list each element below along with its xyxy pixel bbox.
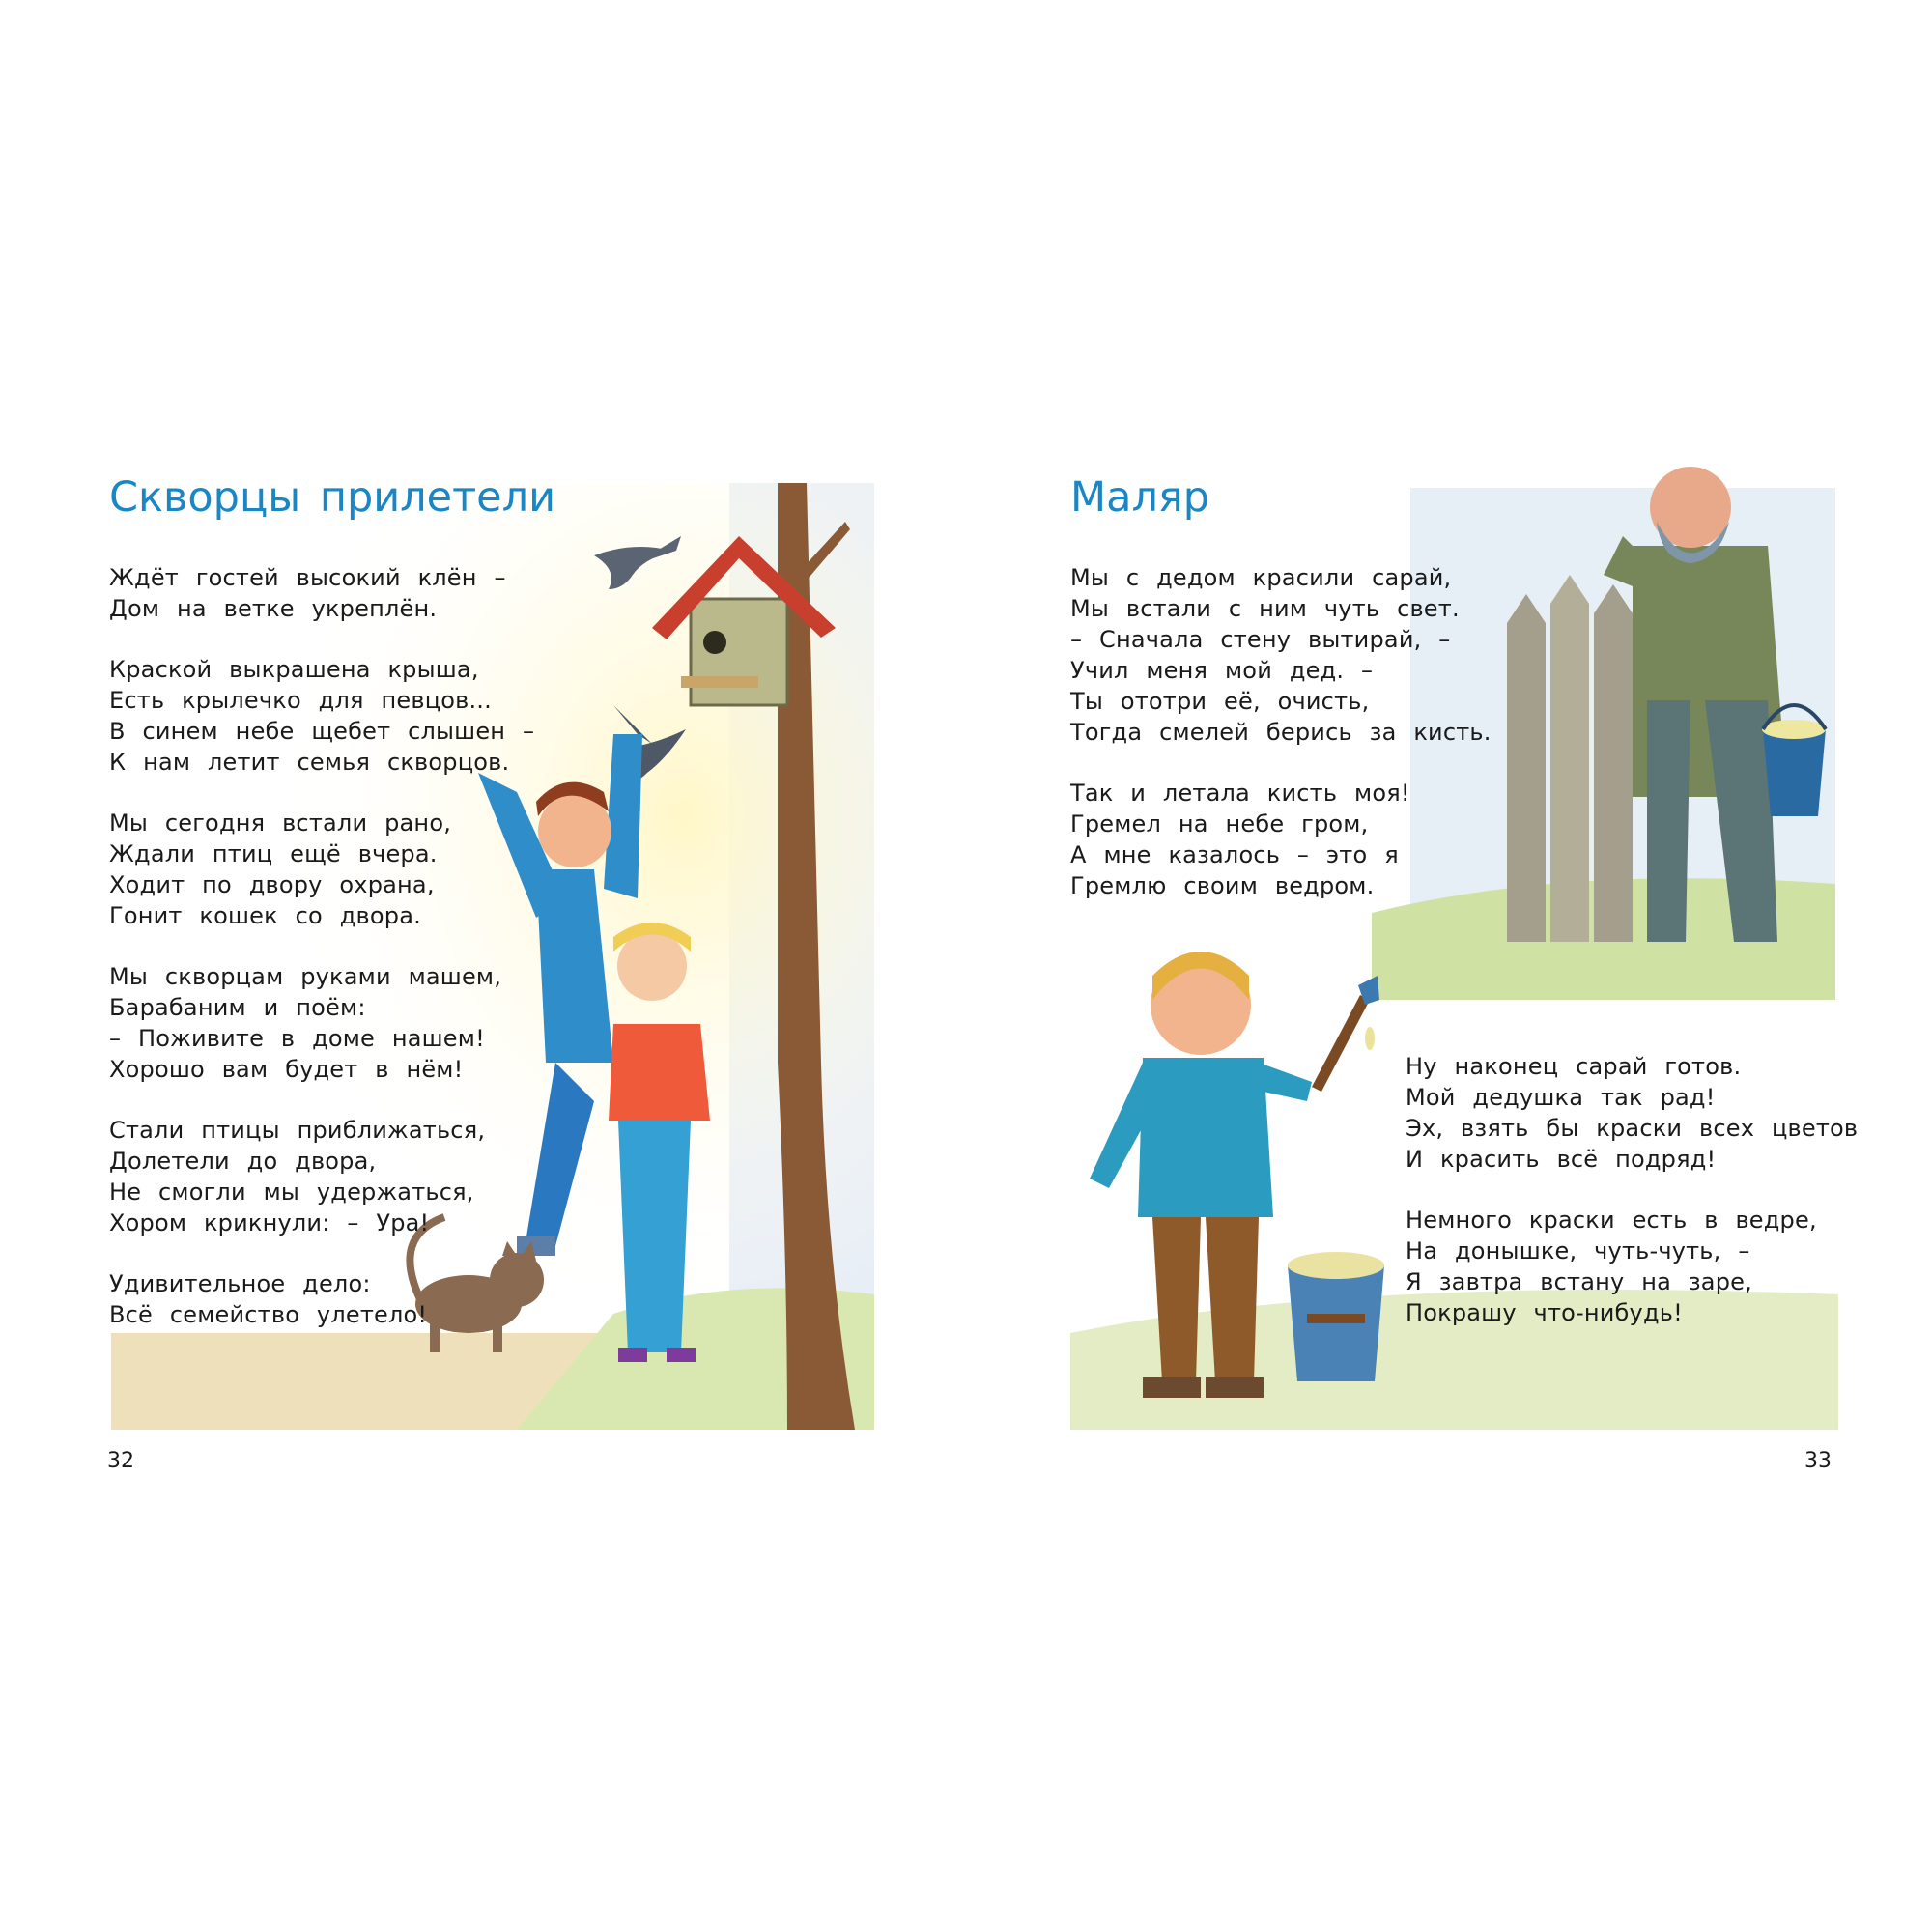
stanza (1070, 562, 1492, 748)
paintbrush-icon (1312, 976, 1379, 1092)
stanza (109, 562, 534, 624)
poem-line: Хорошо вам будет в нём! (109, 1056, 464, 1083)
page-title: Маляр (1070, 473, 1210, 522)
poem-line: Удивительное дело: (109, 1270, 371, 1297)
stanza (109, 961, 534, 1085)
poem-line: Ну наконец сарай готов. (1406, 1053, 1742, 1080)
poem-line: Тогда смелей берись за кисть. (1070, 719, 1492, 746)
stanza (109, 808, 534, 931)
poem-line: К нам летит семья скворцов. (109, 749, 510, 776)
page-number: 33 (1804, 1449, 1832, 1473)
poem-line: Гремлю своим ведром. (1070, 872, 1375, 899)
poem-line: Дом на ветке укреплён. (109, 595, 438, 622)
fence-figure (1507, 575, 1633, 942)
poem-line: А мне казалось – это я (1070, 841, 1399, 868)
poem-line: Барабаним и поём: (109, 994, 366, 1021)
stanza (1070, 778, 1492, 901)
right-page (966, 0, 1932, 1932)
poem-line: Учил меня мой дед. – (1070, 657, 1374, 684)
stanza (109, 654, 534, 778)
page-number: 32 (107, 1449, 134, 1473)
stanza (109, 1268, 534, 1330)
poem-line: Ждали птиц ещё вчера. (109, 840, 438, 867)
poem-line: Ходит по двору охрана, (109, 871, 435, 898)
poem-line: Немного краски есть в ведре, (1406, 1207, 1817, 1234)
stanza (1406, 1205, 1858, 1328)
poem-line: В синем небе щебет слышен – (109, 718, 535, 745)
paint-bucket-icon (1288, 1252, 1384, 1381)
poem-line: Долетели до двора, (109, 1148, 377, 1175)
poem-line: Ждёт гостей высокий клён – (109, 564, 506, 591)
poem-line: Гремел на небе гром, (1070, 810, 1369, 838)
stanza (1406, 1051, 1858, 1175)
poem-line: – Сначала стену вытирай, – (1070, 626, 1451, 653)
poem-line: Мы встали с ним чуть свет. (1070, 595, 1460, 622)
poem-line: Мы с дедом красили сарай, (1070, 564, 1452, 591)
poem-line: Краской выкрашена крыша, (109, 656, 479, 683)
poem-line: Эх, взять бы краски всех цветов (1406, 1115, 1859, 1142)
page-title: Скворцы прилетели (109, 473, 556, 522)
poem-line: Не смогли мы удержаться, (109, 1179, 474, 1206)
poem-top (1070, 562, 1492, 931)
poem-line: Так и летала кисть моя! (1070, 780, 1410, 807)
poem-line: Мой дедушка так рад! (1406, 1084, 1716, 1111)
poem-line: Стали птицы приближаться, (109, 1117, 486, 1144)
poem-line: Всё семейство улетело! (109, 1301, 428, 1328)
poem-line: Мы скворцам руками машем, (109, 963, 502, 990)
poem-line: Есть крылечко для певцов... (109, 687, 492, 714)
poem-bottom (1406, 1051, 1858, 1358)
poem-line: Гонит кошек со двора. (109, 902, 421, 929)
poem-line: И красить всё подряд! (1406, 1146, 1717, 1173)
stanza (109, 1115, 534, 1238)
poem-line: Хором крикнули: – Ура! (109, 1209, 430, 1236)
poem-line: – Поживите в доме нашем! (109, 1025, 485, 1052)
poem-line: Мы сегодня встали рано, (109, 810, 452, 837)
poem-line: На донышке, чуть-чуть, – (1406, 1237, 1750, 1264)
poem-line: Я завтра встану на заре, (1406, 1268, 1752, 1295)
poem-line: Ты ототри её, очисть, (1070, 688, 1370, 715)
poem (109, 562, 534, 1360)
poem-line: Покрашу что-нибудь! (1406, 1299, 1683, 1326)
